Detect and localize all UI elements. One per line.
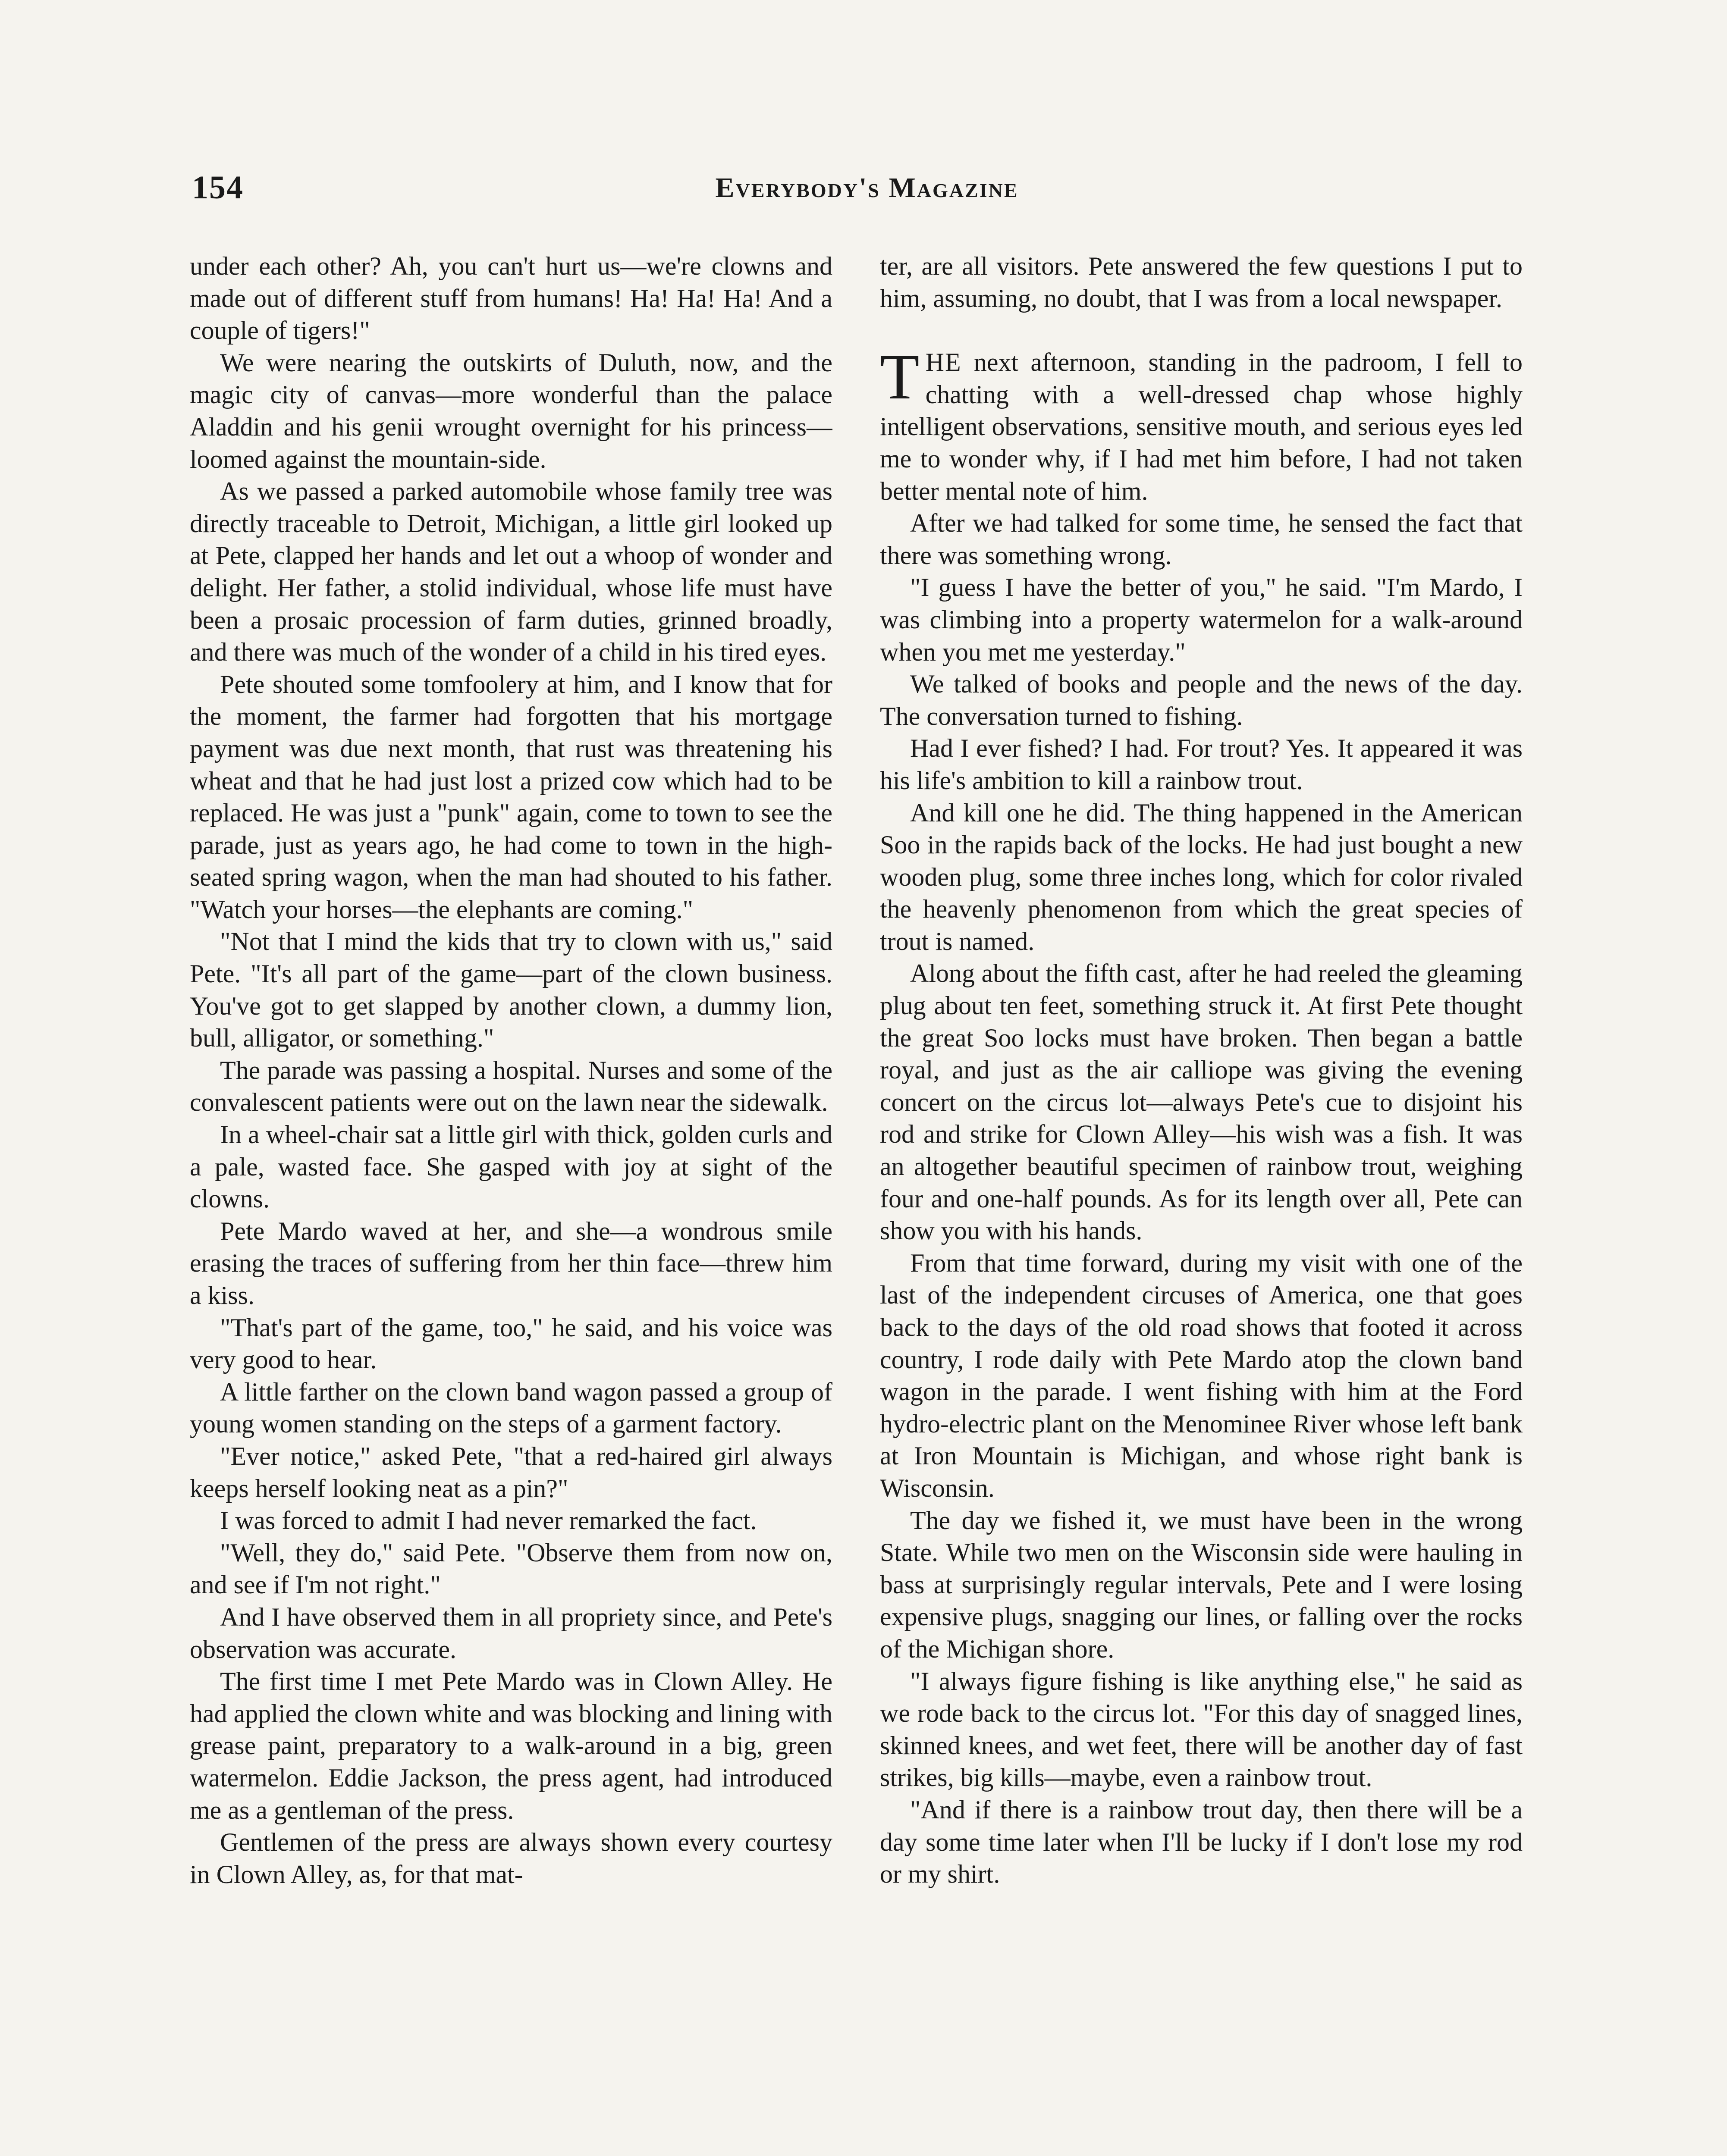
paragraph: In a wheel-chair sat a little girl with thick, golden curls and a pale, wasted face. She gasped with joy at sight of the clowns. bbox=[190, 1120, 832, 1213]
paragraph: We talked of books and people and the news of the day. The conversation turned to fishing. bbox=[880, 670, 1523, 730]
drop-cap-continuation: HE bbox=[925, 348, 962, 377]
paragraph: "That's part of the game, too," he said, and his voice was very good to hear. bbox=[190, 1313, 832, 1374]
right-column bbox=[880, 250, 1523, 2156]
paragraph: Had I ever fished? I had. For trout? Yes. It appeared it was his life's ambition to kill a rainbow trout. bbox=[880, 734, 1523, 795]
paragraph: I was forced to admit I had never remarked the fact. bbox=[220, 1506, 757, 1535]
paragraph: Pete shouted some tomfoolery at him, and I know that for the moment, the farmer had forgotten that his mortgage payment was due next month, that rust was threatening his wheat and that he had just lost a prized cow which had to be replaced. He was just a "punk" again, come to town to see the parade, just as years ago, he had come to town in the high-seated spring wagon, when the man had shouted to his father. "Watch your horses—the elephants are coming." bbox=[190, 670, 832, 924]
section-opening-paragraph bbox=[880, 341, 1523, 507]
paragraph: under each other? Ah, you can't hurt us—we're clowns and made out of different stuff from humans! Ha! Ha! Ha! And a couple of tigers!" bbox=[190, 252, 832, 345]
paragraph: "Well, they do," said Pete. "Observe them from now on, and see if I'm not right." bbox=[190, 1538, 832, 1599]
section-text: next afternoon, standing in the padroom, I fell to chatting with a well-dressed chap whose highly intelligent observations, sensitive mouth, and serious eyes led me to wonder why, if I had met him before, I had not taken better mental note of him. bbox=[880, 348, 1523, 505]
paragraph: Gentlemen of the press are always shown every courtesy in Clown Alley, as, for that mat- bbox=[190, 1828, 832, 1889]
paragraph: As we passed a parked automobile whose family tree was directly traceable to Detroit, Michigan, a little girl looked up at Pete, clapped her hands and let out a whoop of wonder and delight. Her father, a stolid individual, whose life must have been a prosaic procession of farm duties, grinned broadly, and there was much of the wonder of a child in his tired eyes. bbox=[190, 477, 832, 667]
paragraph: ter, are all visitors. Pete answered the few questions I put to him, assuming, no doubt, that I was from a local newspaper. bbox=[880, 252, 1523, 313]
paragraph: "I always figure fishing is like anything else," he said as we rode back to the circus lot. "For this day of snagged lines, skinned knees, and wet feet, there will be another day of fast strikes, big kills—maybe, even a rainbow trout. bbox=[880, 1667, 1523, 1792]
paragraph: Pete Mardo waved at her, and she—a wondrous smile erasing the traces of suffering from her thin face—threw him a kiss. bbox=[190, 1216, 832, 1310]
paragraph: And kill one he did. The thing happened in the American Soo in the rapids back of the locks. He had just bought a new wooden plug, some three inches long, which for color rivaled the heavenly phenomenon from which the great species of trout is named. bbox=[880, 798, 1523, 956]
paragraph: After we had talked for some time, he sensed the fact that there was something wrong. bbox=[880, 509, 1523, 570]
running-head: Everybody's Magazine bbox=[715, 172, 1019, 204]
paragraph: We were nearing the outskirts of Duluth, now, and the magic city of canvas—more wonderful than the palace Aladdin and his genii wrought overnight for his princess—loomed against the mountain-side. bbox=[190, 348, 832, 473]
page-number: 154 bbox=[192, 169, 244, 206]
left-column bbox=[190, 250, 832, 2156]
paragraph: "Ever notice," asked Pete, "that a red-haired girl always keeps herself looking neat as a pin?" bbox=[190, 1442, 832, 1503]
paragraph: "I guess I have the better of you," he said. "I'm Mardo, I was climbing into a property watermelon for a walk-around when you met me yesterday." bbox=[880, 573, 1523, 666]
paragraph: The parade was passing a hospital. Nurses and some of the convalescent patients were out on the lawn near the sidewalk. bbox=[190, 1056, 832, 1117]
paragraph: "And if there is a rainbow trout day, then there will be a day some time later when I'll be lucky if I don't lose my rod or my shirt. bbox=[880, 1795, 1523, 1889]
paragraph: The day we fished it, we must have been in the wrong State. While two men on the Wisconsin side were hauling in bass at surprisingly regular intervals, Pete and I were losing expensive plugs, snagging our lines, or falling over the rocks of the Michigan shore. bbox=[880, 1506, 1523, 1663]
paragraph: The first time I met Pete Mardo was in Clown Alley. He had applied the clown white and was blocking and lining with grease paint, preparatory to a walk-around in a big, green watermelon. Eddie Jackson, the press agent, had introduced me as a gentleman of the press. bbox=[190, 1667, 832, 1824]
paragraph: Along about the fifth cast, after he had reeled the gleaming plug about ten feet, something struck it. At first Pete thought the great Soo locks must have broken. Then began a battle royal, and just as the air calliope was giving the evening concert on the circus lot—always Pete's cue to disjoint his rod and strike for Clown Alley—his wish was a fish. It was an altogether beautiful specimen of rainbow trout, weighing four and one-half pounds. As for its length over all, Pete can show you with his hands. bbox=[880, 959, 1523, 1245]
drop-cap: T bbox=[880, 341, 920, 413]
paragraph: "Not that I mind the kids that try to clown with us," said Pete. "It's all part of the game—part of the clown business. You've got to get slapped by another clown, a dummy lion, bull, alligator, or something." bbox=[190, 927, 832, 1053]
paragraph: And I have observed them in all propriety since, and Pete's observation was accurate. bbox=[190, 1602, 832, 1664]
paragraph: A little farther on the clown band wagon passed a group of young women standing on the steps of a garment factory. bbox=[190, 1377, 832, 1438]
paragraph: From that time forward, during my visit with one of the last of the independent circuses of America, one that goes back to the days of the old road shows that footed it across country, I rode daily with Pete Mardo atop the clown band wagon in the parade. I went fishing with him at the Ford hydro-electric plant on the Menominee River whose left bank at Iron Mountain is Michigan, and whose right bank is Wisconsin. bbox=[880, 1248, 1523, 1502]
